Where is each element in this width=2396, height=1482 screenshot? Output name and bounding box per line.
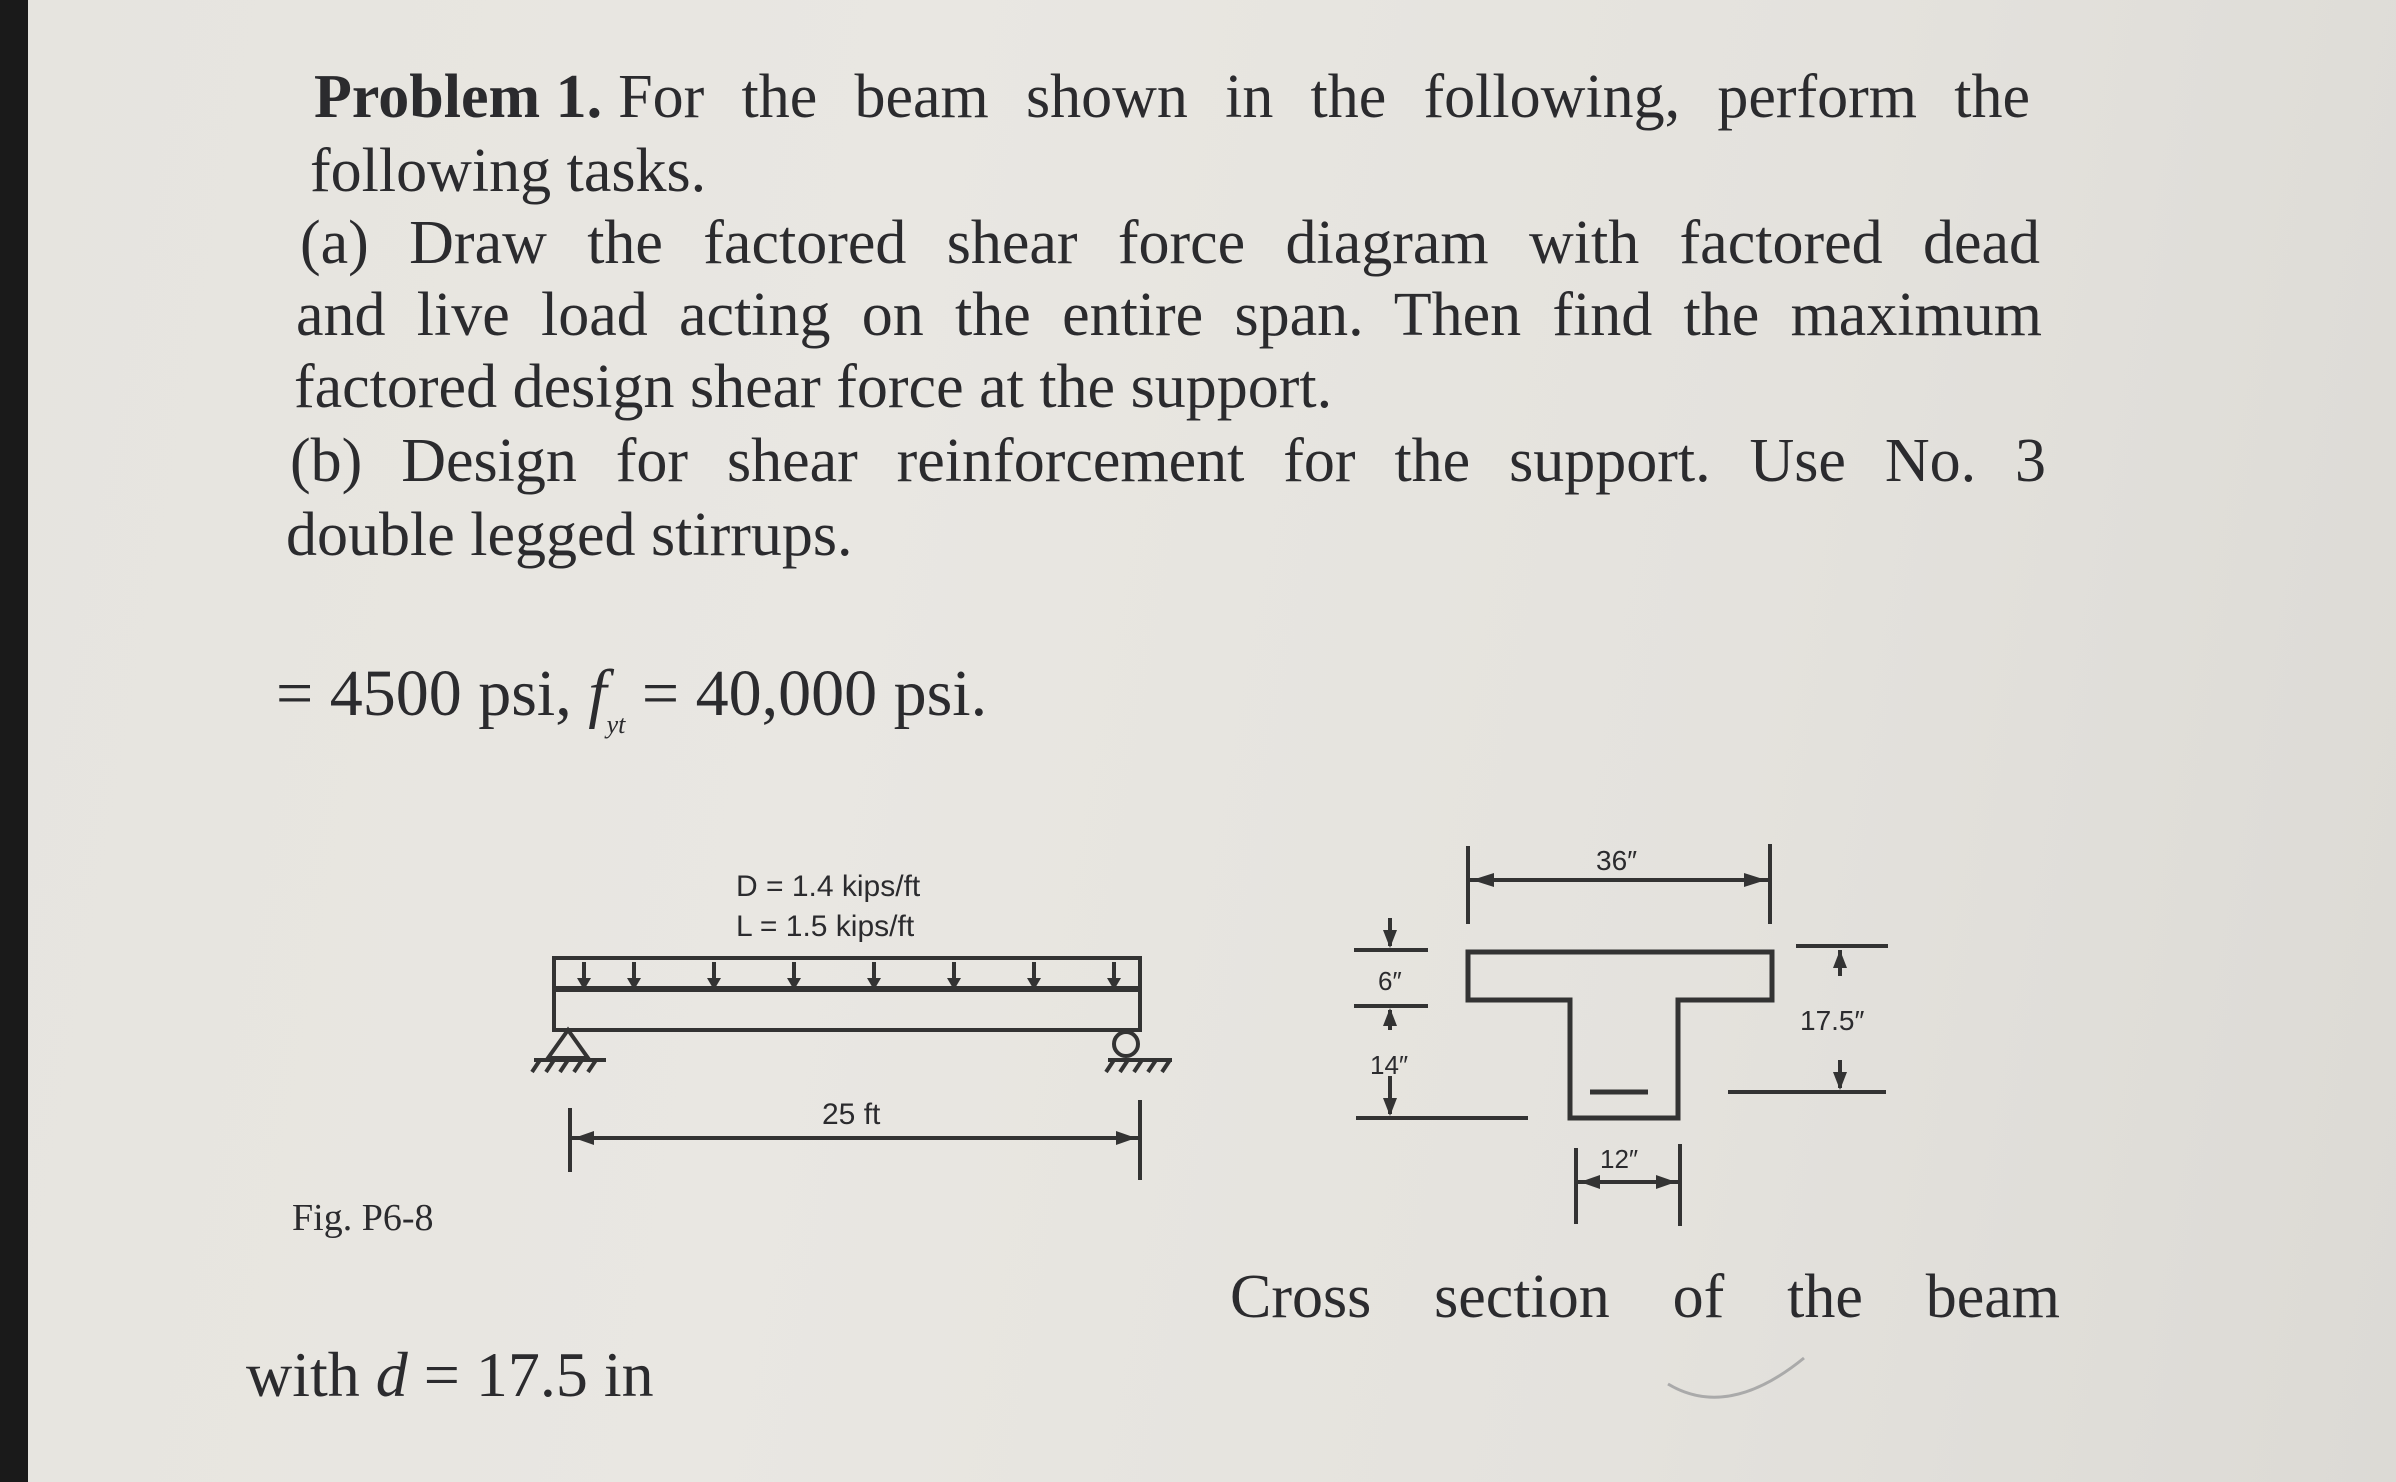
effective-depth-arrow-top — [1833, 950, 1847, 968]
dead-load-label: D = 1.4 kips/ft — [736, 870, 921, 903]
web-width-arrow-left — [1580, 1175, 1600, 1189]
roller-support-icon — [1106, 1032, 1172, 1072]
depth-dimensions-left — [1354, 918, 1528, 1118]
problem-intro: For the beam shown in the following, perform the — [618, 63, 2030, 131]
web-depth-arrow-bottom — [1383, 1098, 1397, 1116]
flange-thickness-arrow-bottom — [1383, 1008, 1397, 1026]
effective-depth-arrow-bottom — [1833, 1072, 1847, 1090]
effective-depth-note: with d = 17.5 in — [246, 1339, 654, 1410]
distributed-load — [554, 958, 1140, 988]
effective-depth-label: 17.5″ — [1800, 1005, 1865, 1036]
flange-width-arrow-left — [1472, 873, 1494, 887]
caption-word: beam — [1925, 1263, 2060, 1331]
t-beam-cross-section — [1468, 952, 1772, 1118]
beam-elevation-figure — [28, 0, 2396, 1482]
caption-word: Cross — [1230, 1263, 1372, 1331]
task-a-line-1: (a) Draw the factored shear force diagram with factored dead — [300, 209, 2040, 277]
task-a-line-3: factored design shear force at the support. — [294, 353, 1333, 421]
caption-word: section — [1434, 1263, 1610, 1331]
task-a-line-2: and live load acting on the entire span. Then find the maximum — [296, 281, 2042, 349]
beam — [554, 990, 1140, 1030]
live-load-label: L = 1.5 kips/ft — [736, 910, 915, 943]
flange-width-arrow-right — [1744, 873, 1766, 887]
web-depth-label: 14″ — [1370, 1050, 1409, 1080]
material-properties: = 4500 psi, $f_{yt} = 40,000$ psi. — [276, 657, 988, 739]
web-width-arrow-right — [1656, 1175, 1676, 1189]
span-label: 25 ft — [822, 1098, 881, 1131]
caption-word: the — [1787, 1263, 1863, 1331]
problem-label: Problem 1. — [314, 63, 603, 131]
caption-word: of — [1672, 1263, 1725, 1331]
figure-label: Fig. P6-8 — [292, 1197, 434, 1239]
flange-width-label: 36″ — [1596, 845, 1638, 876]
span-arrow-right — [1116, 1131, 1136, 1145]
pin-support-icon — [532, 1030, 606, 1072]
paper-page — [28, 0, 2396, 1482]
task-b-line-2: double legged stirrups. — [286, 501, 853, 569]
flange-thickness-arrow-top — [1383, 930, 1397, 948]
cross-section-caption — [1230, 1262, 2060, 1333]
task-b-line-1: (b) Design for shear reinforcement for the support. Use No. 3 — [290, 427, 2046, 495]
flange-thickness-label: 6″ — [1378, 966, 1402, 996]
problem-line-2: following tasks. — [310, 137, 707, 205]
span-arrow-left — [574, 1131, 594, 1145]
pencil-mark — [1668, 1358, 1804, 1397]
web-width-label: 12″ — [1600, 1144, 1639, 1174]
